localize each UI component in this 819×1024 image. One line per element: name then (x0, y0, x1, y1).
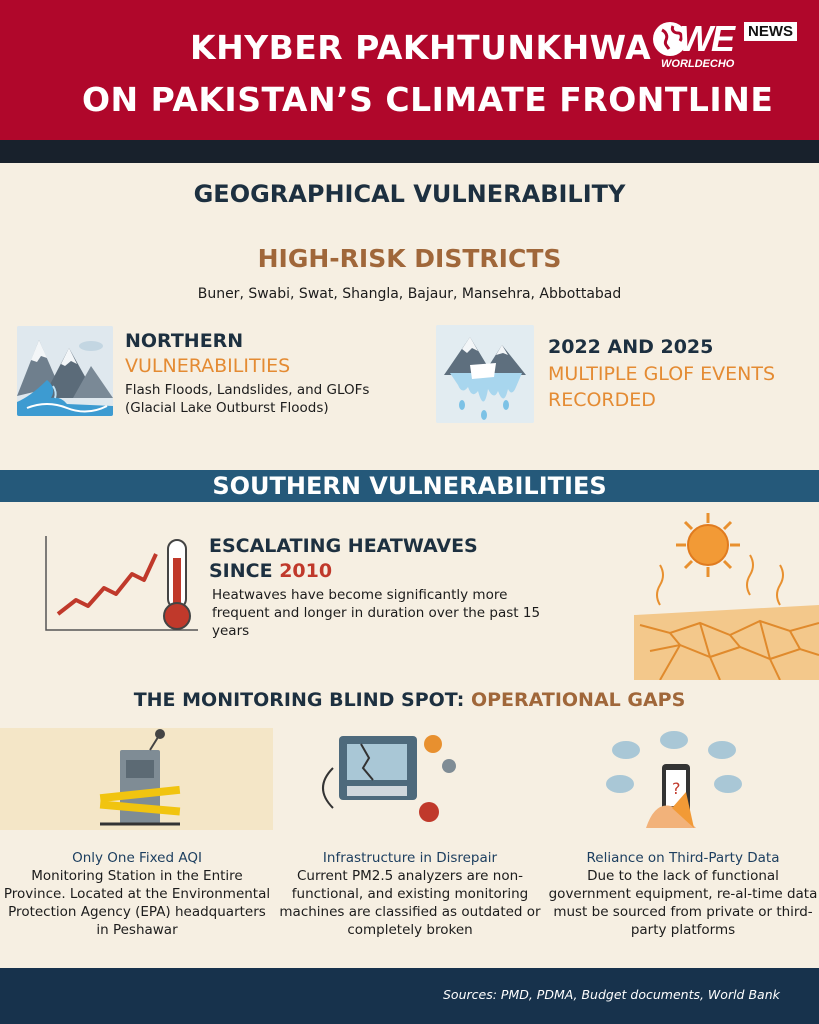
card-aqi-title: Only One Fixed AQI (72, 850, 202, 866)
card-infrastructure-title: Infrastructure in Disrepair (322, 850, 498, 866)
heatwaves-title (209, 534, 478, 584)
northern-description (125, 381, 369, 417)
glof-years-title: 2022 AND 2025 (548, 336, 714, 358)
mountain-flood-icon (17, 326, 113, 416)
card-aqi-station (2, 849, 272, 939)
logo-news-badge: NEWS (744, 22, 797, 41)
northern-desc-line2: (Glacial Lake Outburst Floods) (125, 400, 329, 416)
aqi-station-icon (0, 728, 273, 830)
northern-title: NORTHERN (125, 330, 244, 352)
third-party-data-icon (546, 728, 819, 830)
heatwaves-title-line2 (209, 559, 478, 584)
heatwaves-since: SINCE (209, 560, 273, 582)
heatwaves-description: Heatwaves have become significantly more frequent and longer in duration over the past 15 years (212, 587, 541, 639)
districts-list: Buner, Swabi, Swat, Shangla, Bajaur, Mansehra, Abbottabad (197, 286, 622, 302)
card-infrastructure-body: Current PM2.5 analyzers are non-functional, and existing monitoring machines are classified as outdated or completely broken (279, 868, 541, 938)
card-infrastructure (275, 849, 545, 939)
card-aqi-body: Monitoring Station in the Entire Province. Located at the Environmental Protection Agency (EPA) headquarters in Peshawar (3, 868, 271, 938)
monitoring-heading-main: THE MONITORING BLIND SPOT: (133, 689, 465, 711)
divider-band (0, 140, 819, 163)
geo-heading: GEOGRAPHICAL VULNERABILITY (193, 180, 626, 208)
header-title-line1: KHYBER PAKHTUNKHWA (190, 28, 652, 67)
worldecho-logo[interactable] (653, 20, 803, 76)
high-risk-heading: HIGH-RISK DISTRICTS (257, 244, 562, 273)
heatwaves-title-line1: ESCALATING HEATWAVES (209, 535, 478, 557)
svg-text:?: ? (672, 779, 681, 798)
heatwaves-year: 2010 (279, 560, 333, 582)
header-title-line2: ON PAKISTAN’S CLIMATE FRONTLINE (82, 80, 774, 119)
southern-band (0, 470, 819, 502)
melting-glacier-icon (436, 325, 534, 423)
broken-machine-icon (273, 728, 546, 830)
sun-drought-icon (630, 505, 819, 680)
sources-text: Sources: PMD, PDMA, Budget documents, World Bank (443, 987, 780, 1002)
monitoring-heading-accent: OPERATIONAL GAPS (470, 689, 686, 711)
rising-chart-thermometer-icon (42, 532, 202, 634)
card-third-party (548, 849, 818, 939)
header-banner (0, 0, 819, 140)
card-third-party-title: Reliance on Third-Party Data (586, 850, 780, 866)
northern-subtitle: VULNERABILITIES (125, 355, 291, 377)
logo-worldecho-text: WORLDECHO (661, 58, 735, 70)
footer (0, 968, 819, 1024)
northern-desc-line1: Flash Floods, Landslides, and GLOFs (125, 382, 370, 398)
logo-we-text: WE (679, 18, 733, 59)
glof-subtitle: MULTIPLE GLOF EVENTS RECORDED (548, 363, 776, 411)
card-third-party-body: Due to the lack of functional government equipment, re-al-time data must be sourced from private or third-party platforms (548, 868, 818, 938)
southern-heading: SOUTHERN VULNERABILITIES (212, 472, 607, 500)
monitoring-heading (0, 689, 819, 711)
